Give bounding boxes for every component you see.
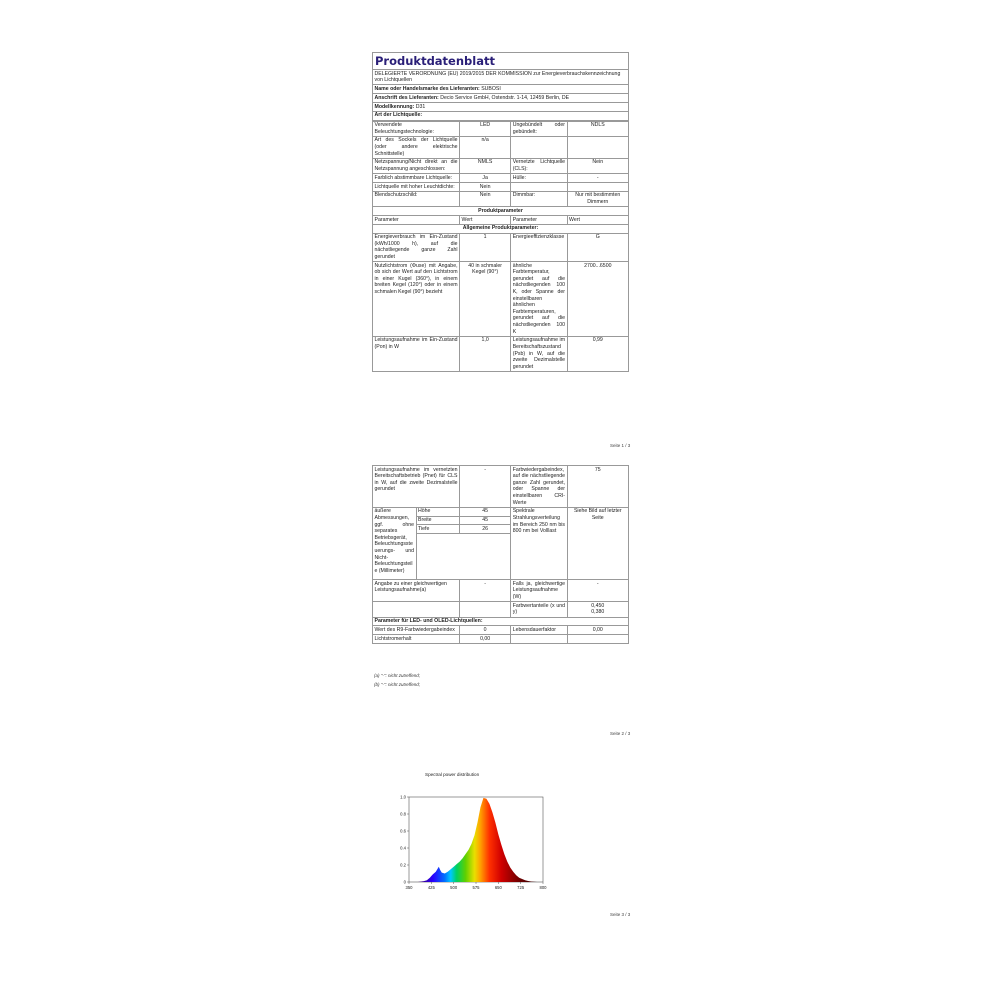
type-table — [372, 121, 629, 372]
table-row — [373, 136, 629, 158]
table-row — [373, 191, 629, 206]
param-label: Netzspannung/Nicht direkt an die Netzspannung angeschlossen: — [374, 159, 458, 173]
param-value: - — [567, 174, 628, 183]
table-row — [373, 336, 629, 371]
param-value: Nur mit bestimmten Dimmern — [567, 191, 628, 206]
x-tick-label: 350 — [405, 885, 413, 890]
param-label — [511, 136, 567, 158]
page-title: Produktdatenblatt — [372, 52, 629, 69]
empty-cell — [567, 635, 628, 644]
param-value: 1,0 — [460, 336, 511, 371]
param-label: Vernetzte Lichtquelle (CLS): — [512, 159, 566, 173]
param-label: Farblich abstimmbare Lichtquelle: — [373, 174, 460, 183]
dim-name: Breite — [416, 516, 460, 525]
supplier-name-row — [373, 85, 629, 94]
param-value — [567, 136, 628, 158]
param-value: 0 — [460, 626, 511, 635]
param-value: 1 — [460, 233, 511, 262]
param-label: Farbwiedergabeindex, auf die nächstliegende ganze Zahl gerundet, oder Spanne der einstellbaren CRI-Werte — [512, 466, 566, 506]
param-value: Nein — [460, 191, 511, 206]
param-label: Art des Sockels der Lichtquelle (oder andere elektrische Schnittstelle) — [374, 137, 458, 157]
param-value: LED — [460, 121, 511, 136]
dim-value: 26 — [460, 525, 511, 534]
supplier-name-value: SUBOSI — [481, 85, 501, 92]
param-value: NDLS — [567, 121, 628, 136]
param-value: 75 — [567, 466, 628, 508]
type-label: Art der Lichtquelle: — [373, 111, 629, 120]
param-value: 2700...6500 — [567, 262, 628, 337]
spectral-label: Spektrale Strahlungsverteilung im Bereich 250 nm bis 800 nm bei Volllast — [511, 507, 567, 580]
params-table-2 — [372, 465, 629, 644]
param-value: - — [460, 466, 511, 508]
footnote-a: (a) "-": nicht zutreffend; — [374, 673, 420, 678]
spectral-power-chart — [390, 785, 560, 895]
empty-cell — [373, 602, 460, 617]
led-params-header: Parameter für LED- und OLED-Lichtquellen: — [373, 617, 629, 626]
param-value: - — [567, 580, 628, 602]
param-value: Nein — [567, 158, 628, 173]
col-param-2: Parameter — [511, 215, 567, 224]
dim-name: Tiefe — [416, 525, 460, 534]
param-value: 0,99 — [567, 336, 628, 371]
x-tick-label: 800 — [539, 885, 547, 890]
param-label: ähnliche Farbtemperatur, gerundet auf die nächstliegenden 100 K, oder Spanne der einstellbaren ähnlichen Farbtemperaturen, gerundet auf die nächstliegenden 100 K — [512, 262, 566, 335]
table-row — [373, 183, 629, 192]
x-tick-label: 500 — [450, 885, 458, 890]
dim-name: Höhe — [416, 507, 460, 516]
param-label: Ungebündelt oder gebündelt: — [512, 122, 566, 135]
param-label: Dimmbar: — [511, 191, 567, 206]
chart-title: Spectral power distribution — [425, 772, 480, 777]
col-param-1: Parameter — [373, 215, 460, 224]
datasheet-page-1 — [372, 52, 629, 372]
param-value: 0,00 — [460, 635, 511, 644]
footnote-b: (b) "-": nicht zutreffend; — [374, 682, 420, 687]
param-label: Energieverbrauch im Ein-Zustand (kWh/1000 h), auf die nächstliegende ganze Zahl gerundet — [374, 234, 458, 260]
x-tick-label: 425 — [427, 885, 435, 890]
param-label: Lebensdauerfaktor — [511, 626, 567, 635]
regulation-text: DELEGIERTE VERORDNUNG (EU) 2019/2015 DER KOMMISSION zur Energieverbrauchskennzeichnung von Lichtquellen — [373, 70, 629, 85]
supplier-address-value: Decio Service GmbH, Ostendstr. 1-14, 12459 Berlin, DE — [440, 94, 570, 101]
param-label: Blendschutzschild: — [373, 191, 460, 206]
chromaticity-values — [567, 602, 628, 617]
y-tick-label: 0.6 — [400, 828, 406, 834]
product-params-header: Produktparameter — [373, 207, 629, 216]
supplier-name-label: Name oder Handelsmarke des Lieferanten: — [374, 85, 480, 92]
y-tick-label: 0 — [403, 879, 406, 885]
param-value: Nein — [460, 183, 511, 192]
param-label: Leistungsaufnahme im vernetzten Bereitschaftsbetrieb (Pnet) für CLS in W, auf die zweite Dezimalstelle gerundet — [373, 466, 460, 508]
x-tick-label: 575 — [472, 885, 480, 890]
param-value: n/a — [460, 136, 511, 158]
table-row — [373, 121, 629, 136]
chromaticity-y: 0,380 — [591, 609, 605, 616]
supplier-address-label: Anschrift des Lieferanten: — [374, 94, 439, 101]
param-value: Ja — [460, 174, 511, 183]
param-label: Hülle: — [511, 174, 567, 183]
param-label: Farbwertanteile (x und y) — [512, 602, 566, 616]
dims-spacer — [416, 534, 511, 580]
param-value: 0,00 — [567, 626, 628, 635]
y-tick-label: 1.0 — [400, 794, 406, 800]
x-tick-label: 650 — [494, 885, 502, 890]
y-tick-label: 0.4 — [400, 845, 406, 851]
param-value: 40 in schmaler Kegel (90°) — [460, 262, 511, 337]
param-value: NMLS — [460, 158, 511, 173]
datasheet-page-2 — [372, 465, 629, 644]
param-label: Falls ja, gleichwertige Leistungsaufnahme (W) — [512, 580, 566, 601]
param-label: Lichtquelle mit hoher Leuchtdichte: — [373, 183, 460, 192]
param-label: Lichtstromerhalt — [373, 635, 460, 644]
dims-label: äußere Abmessungen, ggf. ohne separates Betriebsgerät, Beleuchtungssteuerungs- und Nicht-Beleuchtungsteile (Millimeter) — [373, 507, 417, 580]
param-label: Wert des R9-Farbwiedergabeindex — [373, 626, 460, 635]
empty-cell — [511, 635, 567, 644]
y-tick-label: 0.2 — [400, 862, 406, 868]
param-label — [511, 183, 567, 192]
table-row — [373, 233, 629, 262]
page-number-2: Seite 2 / 3 — [610, 731, 631, 736]
col-value-1: Wert — [460, 215, 511, 224]
param-label: Leistungsaufnahme im Ein-Zustand (Pon) in W — [373, 336, 460, 371]
y-tick-label: 0.8 — [400, 811, 406, 817]
chromaticity-x: 0,450 — [591, 602, 605, 609]
general-params-header: Allgemeine Produktparameter: — [373, 224, 629, 233]
model-label: Modellkennung: — [374, 103, 415, 110]
param-value — [567, 183, 628, 192]
header-table — [372, 69, 629, 121]
model-row — [373, 102, 629, 111]
param-label: Nutzlichtstrom (Φuse) mit Angabe, ob sich der Wert auf den Lichtstrom in einer Kugel (360°), in einem breiten Kegel (120°) oder in einem schmalen Kegel (90°) bezieht — [373, 262, 460, 337]
table-row — [373, 262, 629, 337]
x-tick-label: 725 — [517, 885, 525, 890]
page-number-1: Seite 1 / 3 — [610, 443, 631, 448]
param-label: Angabe zu einer gleichwertigen Leistungsaufnahme(a) — [373, 580, 460, 602]
param-value: G — [567, 233, 628, 262]
param-label: Verwendete Beleuchtungstechnologie: — [373, 121, 460, 136]
param-label: Leistungsaufnahme im Bereitschaftszustand (Psb) in W, auf die zweite Dezimalstelle gerundet — [512, 337, 566, 370]
col-value-2: Wert — [567, 215, 628, 224]
table-row — [373, 174, 629, 183]
param-label: Energieeffizienzklasse — [511, 233, 567, 262]
supplier-address-row — [373, 94, 629, 103]
model-value: D31 — [415, 103, 426, 110]
dim-value: 45 — [460, 516, 511, 525]
table-row — [373, 158, 629, 173]
dim-value: 45 — [460, 507, 511, 516]
empty-cell — [460, 602, 511, 617]
page-number-3: Seite 3 / 3 — [610, 912, 631, 917]
spectral-value: Siehe Bild auf letzter Seite — [567, 507, 628, 580]
param-value: - — [460, 580, 511, 602]
